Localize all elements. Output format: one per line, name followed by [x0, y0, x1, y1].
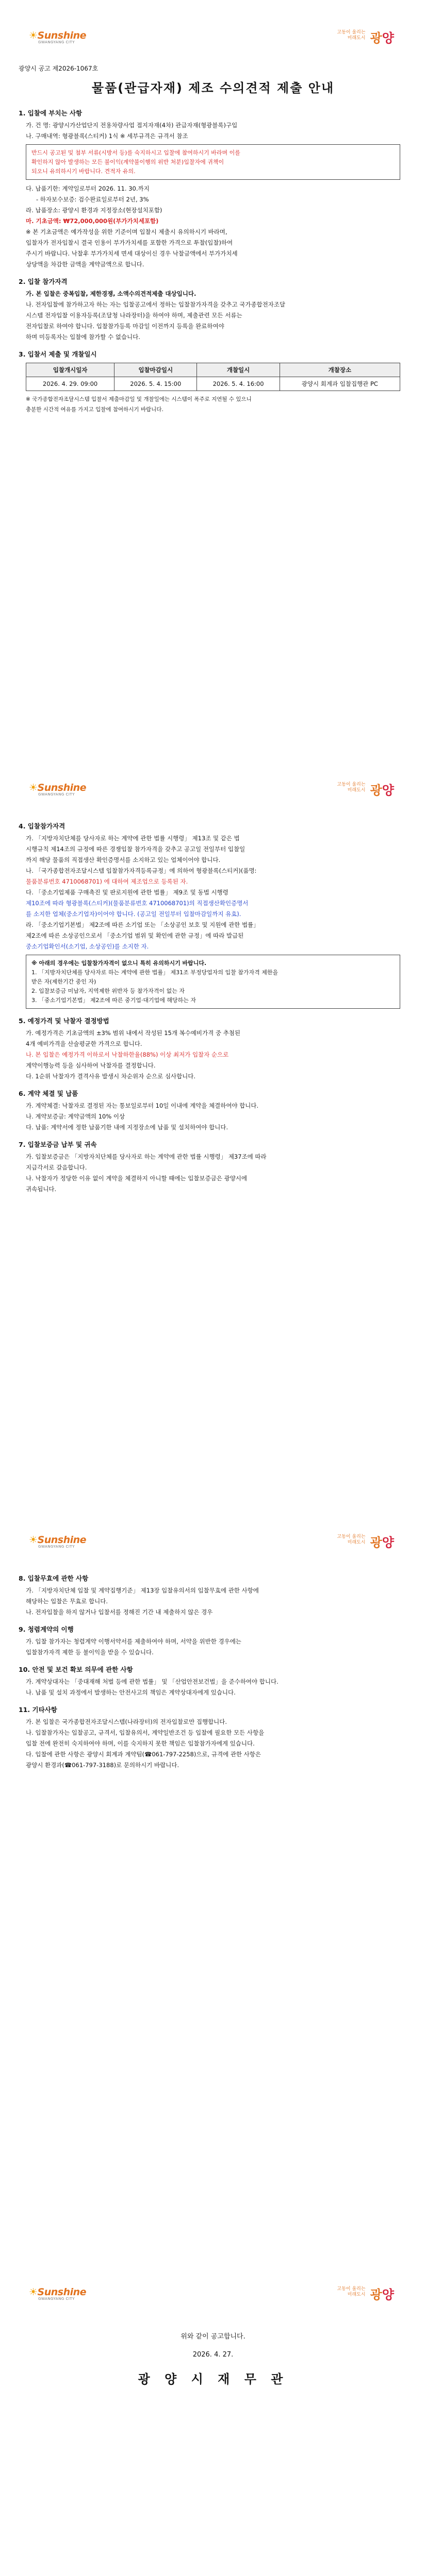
- notice-line: ※ 아래의 경우에는 입찰참가자격이 없으니 특히 유의하시기 바랍니다.: [31, 960, 207, 967]
- section-heading: 9. 청렴계약의 이행: [19, 1625, 74, 1633]
- sunshine-logo: ☀Sunshine GWANGYANG CITY: [29, 2286, 87, 2301]
- text-line: - 하자보수보증: 검수완료일로부터 2년, 3%: [36, 196, 149, 203]
- text-line: 다. 납품: 계약서에 정한 납품기한 내에 지정장소에 납품 및 설치하여야 합니다.: [26, 1124, 228, 1131]
- text-line: 가. 본 입찰은 국가종합전자조달시스템(나라장터)의 전자입찰로만 집행합니다.: [26, 1718, 227, 1725]
- column-header: 개찰일시: [197, 363, 280, 377]
- text-line: 다. 「중소기업제품 구매촉진 및 판로지원에 관한 법률」 제9조 및 동법 시행령: [26, 889, 228, 896]
- text-line: 가. 「지방자치단체를 당사자로 하는 계약에 관한 법률 시행령」 제13조 및 같은 법: [26, 835, 240, 842]
- issuer-signature: 광 양 시 재 무 관: [138, 2372, 288, 2386]
- sun-icon: ☀: [29, 782, 38, 793]
- text-line: 나. 입찰참가자는 입찰공고, 규격서, 입찰유의서, 계약일반조건 등 입찰에 필요한 모든 사항을: [26, 1729, 265, 1736]
- section-heading: 1. 입찰에 부치는 사항: [19, 109, 83, 117]
- notice-line: 3. 「중소기업기본법」 제2조에 따른 중기업·대기업에 해당하는 자: [31, 997, 196, 1004]
- sunshine-logo: ☀Sunshine GWANGYANG CITY: [29, 1534, 87, 1549]
- text-line: 다. 1순위 낙찰자가 결격사유 발생시 차순위자 순으로 심사합니다.: [26, 1073, 196, 1080]
- text-line: 제10조에 따라 형광블록(스티커)(물품분류번호 4710068701)의 직접생산확인증명서: [26, 900, 249, 907]
- section-heading: 4. 입찰참가자격: [19, 822, 65, 830]
- text-line: 를 소지한 업체(중소기업자)이어야 합니다. (공고일 전일부터 입찰마감일까지 유효).: [26, 910, 241, 918]
- text-line: 나. 구매내역: 형광블록(스티커) 1식 ※ 세부규격은 규격서 참조: [26, 132, 188, 140]
- text-line: 라. 「중소기업기본법」 제2조에 따른 소기업 또는 「소상공인 보호 및 지원에 관한 법률」: [26, 921, 259, 928]
- text-line: 가. 입찰 참가자는 청렴계약 이행서약서를 제출하여야 하며, 서약을 위반한 경우에는: [26, 1638, 241, 1645]
- table-cell: 2026. 5. 4. 15:00: [114, 377, 197, 391]
- closing-statement: 위와 같이 공고합니다.: [181, 2333, 245, 2341]
- sun-icon: ☀: [29, 1534, 38, 1546]
- text-line: 까지 해당 물품의 직접생산 확인증명서를 소지하고 있는 업체이어야 합니다.: [26, 856, 221, 863]
- notice-line: 확인하지 않아 발생하는 모든 불이익(계약불이행의 위반 처분)입찰자에 귀책이: [31, 159, 224, 165]
- text-line: 가. 입찰보증금은 「지방자치단체를 당사자로 하는 계약에 관한 법률 시행령」 제37조에 따라: [26, 1153, 267, 1160]
- table-cell: 2026. 5. 4. 16:00: [197, 377, 280, 391]
- sunshine-logo: ☀Sunshine GWANGYANG CITY: [29, 30, 87, 44]
- text-line: 라. 납품장소: 광양시 환경과 지정장소(현장설치포함): [26, 207, 162, 214]
- text-line: 계약이행능력 등을 심사하여 낙찰자를 결정합니다.: [26, 1062, 156, 1069]
- notice-box: [26, 955, 400, 1009]
- text-line: 해당하는 입찰은 무효로 합니다.: [26, 1598, 108, 1605]
- text-line: 다. 납품기한: 계약일로부터 2026. 11. 30.까지: [26, 185, 150, 192]
- note-line: ※ 국가종합전자조달시스템 입찰서 제출마감일 및 개찰일에는 시스템이 폭주로 지연될 수 있으니: [26, 396, 252, 402]
- text-line: 제2조에 따른 소상공인으로서 「중소기업 범위 및 확인에 관한 규정」에 따라 발급된: [26, 932, 244, 939]
- section-heading: 11. 기타사항: [19, 1706, 57, 1714]
- table-row: [26, 377, 400, 391]
- text-line: 하며 미등록자는 입찰에 참가할 수 없습니다.: [26, 333, 140, 341]
- sunshine-logo: ☀Sunshine GWANGYANG CITY: [29, 782, 87, 796]
- page-title: 물품(관급자재) 제조 수의견적 제출 안내: [91, 81, 335, 95]
- page-header: [19, 2257, 407, 2318]
- gwangyang-logo: 고동이 울리는 미래도시 광양: [337, 782, 394, 798]
- text-line: 가. 계약체결: 낙찰자로 결정된 자는 통보일로부터 10일 이내에 계약을 체결하여야 합니다.: [26, 1102, 259, 1109]
- text-line: 물품분류번호 4710068701) 에 대하여 제조업으로 등록된 자.: [26, 878, 188, 885]
- notice-line: 1. 「지방자치단체를 당사자로 하는 계약에 관한 법률」 제31조 부정당업자의 입찰 참가자격 제한을: [31, 969, 278, 976]
- text-line: 마. 기초금액: ₩72,000,000원(부가가치세포함): [26, 217, 159, 225]
- text-line: 입찰 전에 완전히 숙지하여야 하며, 이를 숙지하지 못한 책임은 입찰참가자에게 있습니다.: [26, 1740, 255, 1747]
- text-line: ※ 본 기초금액은 예가작성을 위한 기준이며 입찰시 제출시 유의하시기 바라며,: [26, 228, 227, 235]
- column-header: 입찰마감일시: [114, 363, 197, 377]
- page-3: [0, 1504, 426, 2257]
- notice-line: 2. 입찰보증금 미납자, 지역제한 위반자 등 참가자격이 없는 자: [31, 988, 185, 994]
- text-line: 나. 납품 및 설치 과정에서 발생하는 안전사고의 책임은 계약상대자에게 있습니다.: [26, 1689, 236, 1696]
- sun-icon: ☀: [29, 2286, 38, 2298]
- text-line: 나. 계약보증금: 계약금액의 10% 이상: [26, 1113, 125, 1120]
- text-line: 중소기업확인서(소기업, 소상공인)를 소지한 자.: [26, 943, 149, 950]
- gwangyang-logo: 고동이 울리는 미래도시 광양: [337, 2286, 394, 2302]
- page-header: [19, 1504, 407, 1566]
- section-heading: 10. 안전 및 보건 확보 의무에 관한 사항: [19, 1666, 133, 1673]
- doc-number: 광양시 공고 제2026-1067호: [19, 65, 99, 72]
- text-line: 나. 「국가종합전자조달시스템 입찰참가자격등록규정」에 의하여 형광블록(스티커)(품명:: [26, 867, 257, 874]
- text-line: 입찰참가자격 제한 등 불이익을 받을 수 있습니다.: [26, 1649, 154, 1656]
- text-line: 시스템 전자입찰 이용자등록(조달청 나라장터)을 하여야 하며, 제출관련 모든 서류는: [26, 312, 242, 319]
- section-heading: 5. 예정가격 및 낙찰자 결정방법: [19, 1017, 109, 1025]
- notice-line: 받은 자(제한기간 중인 자): [31, 978, 96, 985]
- text-line: 광양시 환경과(☎061-797-3188)로 문의하시기 바랍니다.: [26, 1761, 179, 1769]
- text-line: 가. 건 명: 광양시가산업단지 전용차량사업 접지자재(4차) 관급자재(형광블록)구입: [26, 122, 238, 129]
- column-header: 입찰개시일자: [26, 363, 114, 377]
- column-header: 개찰장소: [280, 363, 400, 377]
- table-cell: 2026. 4. 29. 09:00: [26, 377, 114, 391]
- text-line: 다. 입찰에 관한 사항은 광양시 회계과 계약팀(☎061-797-2258)으로, 규격에 관한 사항은: [26, 1751, 261, 1758]
- sun-icon: ☀: [29, 30, 38, 41]
- text-line: 입찰자가 전자입찰시 결국 인용이 부가가치세를 포함한 가격으로 투찰(입찰)하여: [26, 239, 233, 246]
- section-heading: 3. 입찰서 제출 및 개찰일시: [19, 350, 97, 358]
- table-header-row: [26, 363, 400, 377]
- page-header: [19, 752, 407, 814]
- text-line: 가. 「지방자치단체 입찰 및 계약집행기준」 제13장 입찰유의서의 입찰무효에 관한 사항에: [26, 1587, 259, 1594]
- text-line: 주시기 바랍니다. 낙찰후 부가가치세 면세 대상이신 경우 낙찰금액에서 부가가치세: [26, 250, 238, 257]
- text-line: 4개 예비가격을 산술평균한 가격으로 합니다.: [26, 1040, 142, 1047]
- text-line: 가. 예정가격은 기초금액의 ±3% 범위 내에서 작성된 15개 복수예비가격 중 추첨된: [26, 1029, 240, 1037]
- notice-box: [26, 144, 400, 180]
- schedule-table: [26, 363, 400, 391]
- text-line: 가. 본 입찰은 중복입찰, 제한경쟁, 소액수의견적제출 대상입니다.: [26, 290, 196, 297]
- notice-line: 반드시 공고된 및 첨부 서류(시방서 등)를 숙지하시고 입찰에 참여하시기 바라며 이를: [31, 149, 240, 156]
- text-line: 나. 본 입찰은 예정가격 이하로서 낙찰하한율(88%) 이상 최저가 입찰자 순으로: [26, 1051, 229, 1058]
- text-line: 시행규칙 제14조의 규정에 따른 경쟁입찰 참가자격을 갖추고 공고일 전일부터 입찰일: [26, 845, 245, 853]
- text-line: 상당액을 차감한 금액을 계약금액으로 합니다.: [26, 261, 144, 268]
- section-heading: 8. 입찰무효에 관한 사항: [19, 1574, 89, 1582]
- section-heading: 6. 계약 체결 및 납품: [19, 1090, 78, 1097]
- text-line: 전자입찰로 하여야 합니다. 입찰참가등록 마감일 이전까지 등록을 완료하여야: [26, 323, 224, 330]
- page-2: [0, 752, 426, 1504]
- text-line: 가. 계약상대자는 「중대재해 처벌 등에 관한 법률」 및 「산업안전보건법」을 준수하여야 합니다.: [26, 1678, 278, 1685]
- page-4: [0, 2257, 426, 2576]
- note-line: 충분한 시간적 여유를 가지고 입찰에 참여하시기 바랍니다.: [26, 406, 163, 413]
- gwangyang-logo: 고동이 울리는 미래도시 광양: [337, 30, 394, 45]
- notice-date: 2026. 4. 27.: [192, 2351, 234, 2359]
- page-1: [0, 0, 426, 752]
- table-cell: 광양시 회계과 입찰집행관 PC: [280, 377, 400, 391]
- text-line: 나. 전자입찰을 하지 않거나 입찰서를 정해진 기간 내 제출하지 않은 경우: [26, 1608, 213, 1616]
- page-header: [19, 0, 407, 62]
- section-heading: 2. 입찰 참가자격: [19, 278, 68, 285]
- gwangyang-logo: 고동이 울리는 미래도시 광양: [337, 1534, 394, 1550]
- text-line: 지급각서로 갈음합니다.: [26, 1164, 87, 1171]
- text-line: 귀속됩니다.: [26, 1185, 57, 1193]
- text-line: 나. 전자입찰에 참가하고자 하는 자는 입찰공고에서 정하는 입찰참가자격을 갖추고 국가종합전자조달: [26, 301, 286, 308]
- section-heading: 7. 입찰보증금 납부 및 귀속: [19, 1141, 97, 1148]
- text-line: 나. 낙찰자가 정당한 이유 없이 계약을 체결하지 아니할 때에는 입찰보증금은 광양시에: [26, 1175, 248, 1182]
- notice-line: 되오니 유의하시기 바랍니다. 견적자 유의.: [31, 168, 136, 175]
